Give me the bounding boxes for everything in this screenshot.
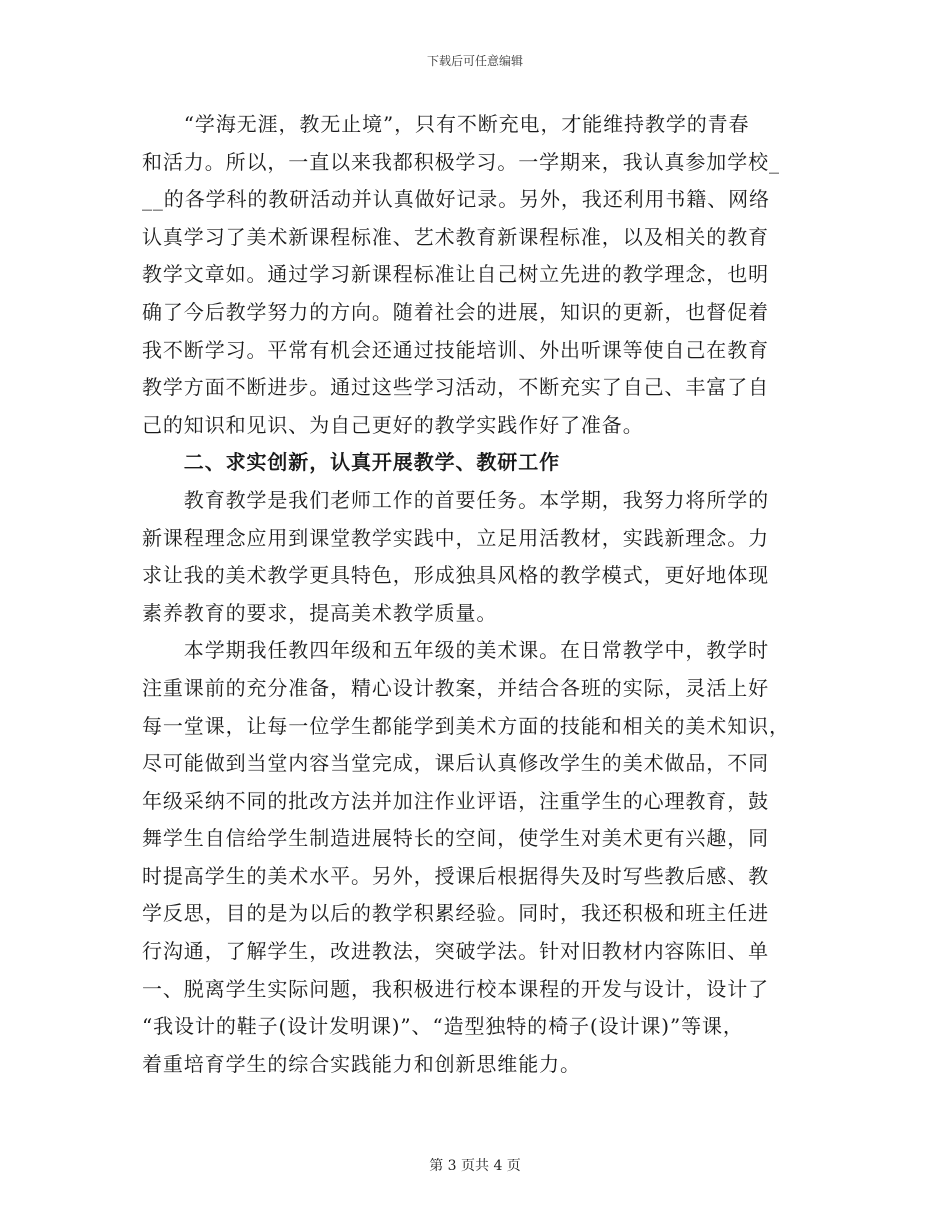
text-line: 教学方面不断进步。通过这些学习活动，不断充实了自己、丰富了自: [142, 375, 769, 400]
text-line: “学海无涯，教无止境”，只有不断充电，才能维持教学的青春: [142, 112, 750, 136]
text-line: 每一堂课，让每一位学生都能学到美术方面的技能和相关的美术知识，: [142, 713, 790, 738]
text-line: 一、脱离学生实际问题，我积极进行校本课程的开发与设计，设计了: [142, 976, 769, 1001]
page-footer: 第 3 页共 4 页: [429, 1158, 521, 1174]
text-line: 年级采纳不同的批改方法并加注作业评语，注重学生的心理教育，鼓: [142, 788, 769, 813]
text-line: 我不断学习。平常有机会还通过技能培训、外出听课等使自己在教育: [142, 337, 769, 362]
text-line: 教学文章如。通过学习新课程标准让自己树立先进的教学理念，也明: [142, 262, 769, 287]
text-line: 和活力。所以，一直以来我都积极学习。一学期来，我认真参加学校_: [142, 149, 780, 174]
text-line: “我设计的鞋子(设计发明课)”、“造型独特的椅子(设计课)”等课，: [142, 1014, 744, 1039]
text-line: 着重培育学生的综合实践能力和创新思维能力。: [142, 1051, 581, 1076]
text-line: 认真学习了美术新课程标准、艺术教育新课程标准，以及相关的教育: [142, 224, 769, 249]
text-line: 学反思，目的是为以后的教学积累经验。同时，我还积极和班主任进: [142, 901, 769, 926]
text-line: 求让我的美术教学更具特色，形成独具风格的教学模式，更好地体现: [142, 563, 769, 588]
text-line: 舞学生自信给学生制造进展特长的空间，使学生对美术更有兴趣，同: [142, 826, 769, 851]
page-header: 下载后可任意编辑: [426, 54, 523, 68]
text-line: 新课程理念应用到课堂教学实践中，立足用活教材，实践新理念。力: [142, 525, 769, 550]
text-line: 教育教学是我们老师工作的首要任务。本学期，我努力将所学的: [142, 487, 769, 512]
text-line: 素养教育的要求，提高美术教学质量。: [142, 600, 498, 625]
text-line: 行沟通，了解学生，改进教法，突破学法。针对旧教材内容陈旧、单: [142, 939, 769, 964]
text-line: 己的知识和见识、为自己更好的教学实践作好了准备。: [142, 412, 644, 437]
text-line: 尽可能做到当堂内容当堂完成，课后认真修改学生的美术做品，不同: [142, 751, 769, 776]
text-line: 本学期我任教四年级和五年级的美术课。在日常教学中，教学时: [142, 638, 769, 663]
document-body: [142, 106, 808, 1083]
section-heading: 二、求实创新，认真开展教学、教研工作: [142, 450, 560, 475]
text-line: 时提高学生的美术水平。另外，授课后根据得失及时写些教后感、教: [142, 863, 769, 888]
text-line: 注重课前的充分准备，精心设计教案，并结合各班的实际，灵活上好: [142, 675, 769, 700]
text-line: __的各学科的教研活动并认真做好记录。另外，我还利用书籍、网络: [142, 187, 770, 212]
text-line: 确了今后教学努力的方向。随着社会的进展，知识的更新，也督促着: [142, 299, 769, 324]
